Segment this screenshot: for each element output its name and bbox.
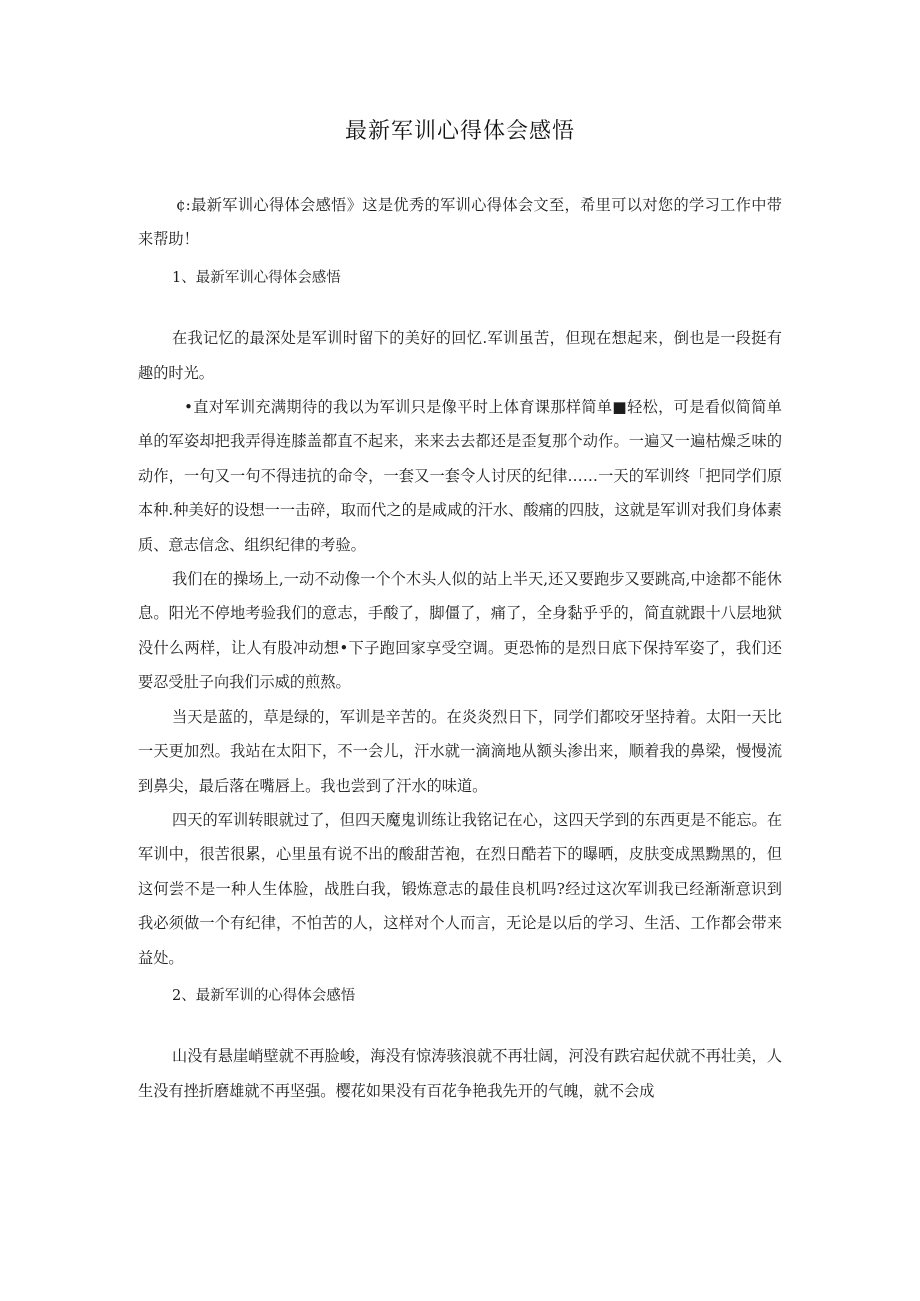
intro-paragraph: ¢:最新军训心得体会感悟》这是优秀的军训心得体会文至，希里可以对您的学习工作中带来帮助！ xyxy=(138,196,782,249)
section-1-paragraph: 当天是蓝的，草是绿的，军训是辛苦的。在炎炎烈日下，同学们都咬牙坚持着。太阳一天比一天更加烈。我站在太阳下，不一会儿，汗水就一滴滴地从额头渗出来，顺着我的鼻梁，慢慢流到鼻尖，最后落在嘴唇上。我也尝到了汗水的味道。 xyxy=(138,707,782,795)
spacer xyxy=(138,1013,782,1039)
section-2-heading: 2、最新军训的心得体会感悟 xyxy=(172,987,356,1004)
spacer xyxy=(138,295,782,321)
section-1-paragraph: 我们在的操场上,一动不动像一个个木头人似的站上半天,还又要跑步又要跳高,中途都不能休息。阳光不停地考验我们的意志，手酸了，脚僵了，痛了，全身黏乎乎的，简直就跟十八层地狱没什么两样，让人有股冲动想•下子跑回家享受空调。更恐怖的是烈日底下保持军姿了，我们还要忍受肚子向我们示威的煎熬。 xyxy=(138,570,782,692)
section-1-heading: 1、最新军训心得体会感悟 xyxy=(172,269,341,286)
section-1-paragraph: •直对军训充满期待的我以为军训只是像平时上体育课那样简单■轻松，可是看似简简单单的军姿却把我弄得连膝盖都直不起来，来来去去都还是歪复那个动作。一遍又一遍枯燥乏味的动作，一句又一句不得违抗的命令，一套又一套令人讨厌的纪律……一天的军训终「把同学们原本种.种美好的设想一一击碎，取而代之的是咸咸的汗水、酸痛的四肢，这就是军训对我们身体素质、意志信念、组织纪律的考验。 xyxy=(138,398,782,554)
section-1-paragraph: 在我记忆的最深处是军训时留下的美好的回忆.军训虽苦，但现在想起来，倒也是一段挺有趣的时光。 xyxy=(138,329,782,382)
document-title: 最新军训心得体会感悟 xyxy=(344,118,575,143)
section-1-paragraph: 四天的军训转眼就过了，但四天魔鬼训练让我铭记在心，这四天学到的东西更是不能忘。在军训中，很苦很累，心里虽有说不出的酸甜苦袍，在烈日酷若下的曝晒，皮肤变成黑黝黑的，但这何尝不是一种人生体脸，战胜白我，锻炼意志的最佳良机吗?经过这次军训我已经渐渐意识到我必须做一个有纪律，不怕苦的人，这样对个人而言，无论是以后的学习、生活、工作都会带来益处。 xyxy=(138,810,782,967)
section-2-paragraph: 山没有悬崖峭壁就不再脸峻，海没有惊涛骇浪就不再壮阔，河没有跌宕起伏就不再壮美，人生没有挫折磨雄就不再坚强。樱花如果没有百花争艳我先开的气魄，就不会成 xyxy=(138,1047,782,1100)
document-body xyxy=(138,188,782,1108)
